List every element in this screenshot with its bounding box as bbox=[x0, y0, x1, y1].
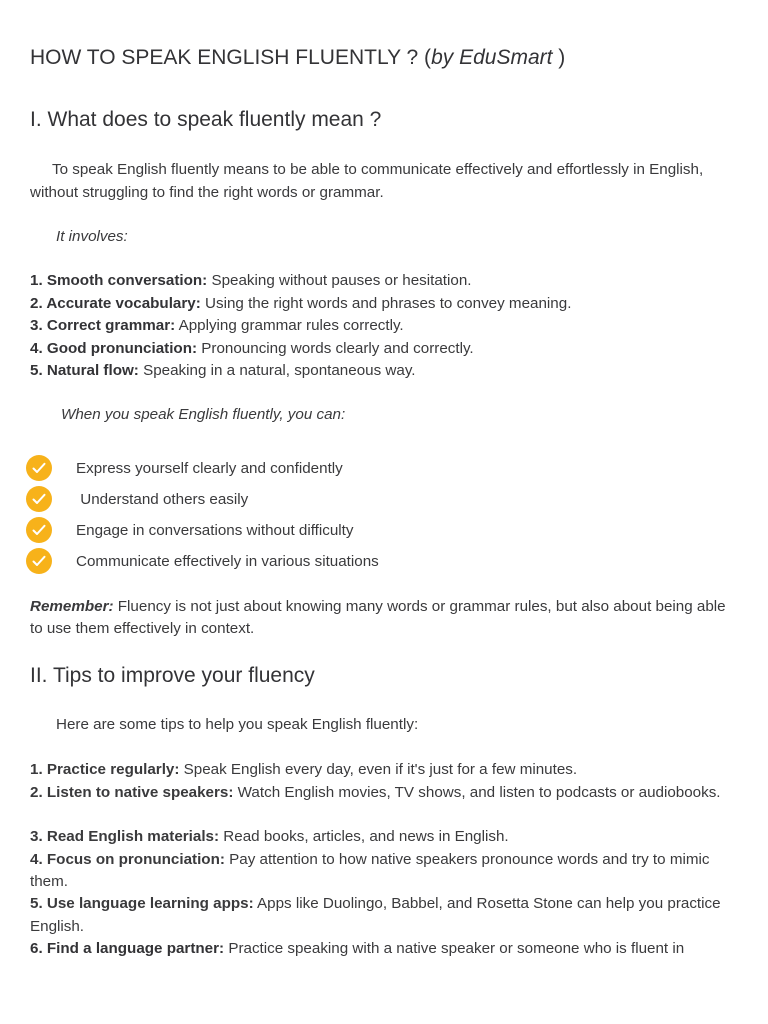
section-2-intro: Here are some tips to help you speak English fluently: bbox=[56, 716, 419, 733]
list-item: 3. Correct grammar: Applying grammar rules correctly. bbox=[30, 317, 404, 334]
title-main: HOW TO SPEAK ENGLISH FLUENTLY ? ( bbox=[30, 46, 432, 69]
list-item: 4. Good pronunciation: Pronouncing words clearly and correctly. bbox=[30, 339, 474, 357]
checklist-item: Understand others easily bbox=[26, 485, 248, 513]
remember-note: Remember: Fluency is not just about knowing many words or grammar rules, but also about being able to use them effectively in context. bbox=[30, 597, 726, 637]
section-2-heading: II. Tips to improve your fluency bbox=[30, 664, 315, 687]
check-circle-icon bbox=[26, 517, 52, 543]
list-item: 1. Practice regularly: Speak English every day, even if it's just for a few minutes. bbox=[30, 761, 578, 778]
list-item: 1. Smooth conversation: Speaking without pauses or hesitation. bbox=[30, 272, 472, 289]
can-label: When you speak English fluently, you can: bbox=[61, 406, 346, 423]
section-1-intro: To speak English fluently means to be able to communicate effectively and effortlessly in English, without struggling to find the right words or grammar. bbox=[30, 161, 704, 201]
list-item: 2. Listen to native speakers: Watch English movies, TV shows, and listen to podcasts or audiobooks. bbox=[30, 783, 721, 801]
check-circle-icon bbox=[26, 486, 52, 512]
list-item: 6. Find a language partner: Practice speaking with a native speaker or someone who is fluent in bbox=[30, 939, 685, 957]
check-circle-icon bbox=[26, 455, 52, 481]
checklist-item: Express yourself clearly and confidently bbox=[26, 454, 343, 482]
checklist-item: Engage in conversations without difficulty bbox=[26, 516, 353, 544]
title-end: ) bbox=[552, 46, 566, 69]
checklist-item: Communicate effectively in various situations bbox=[26, 547, 379, 575]
section-1-heading: I. What does to speak fluently mean ? bbox=[30, 108, 382, 131]
check-circle-icon bbox=[26, 548, 52, 574]
list-item: 5. Use language learning apps: Apps like Duolingo, Babbel, and Rosetta Stone can help you practice English. bbox=[30, 895, 721, 935]
list-item: 3. Read English materials: Read books, articles, and news in English. bbox=[30, 828, 509, 845]
list-item: 2. Accurate vocabulary: Using the right words and phrases to convey meaning. bbox=[30, 294, 572, 312]
list-item: 4. Focus on pronunciation: Pay attention to how native speakers pronounce words and try to mimic them. bbox=[30, 850, 710, 890]
involves-label: It involves: bbox=[56, 228, 128, 245]
list-item: 5. Natural flow: Speaking in a natural, spontaneous way. bbox=[30, 362, 416, 379]
title-author: by EduSmart bbox=[431, 46, 553, 69]
document-title bbox=[30, 46, 565, 70]
